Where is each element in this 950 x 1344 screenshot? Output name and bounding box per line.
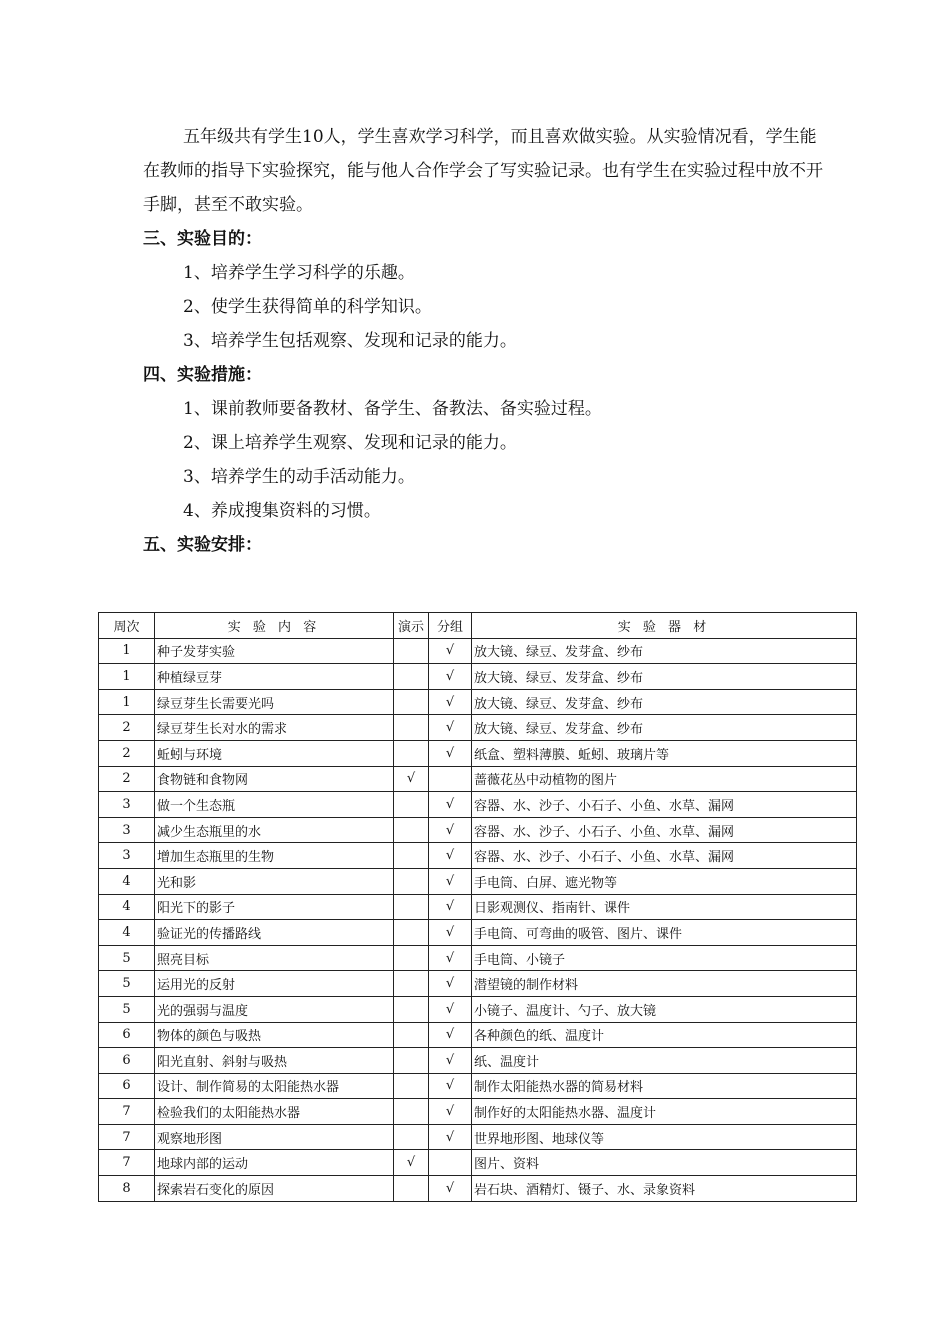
table-row [99,715,857,741]
cell-week: 2 [99,740,155,766]
experiment-schedule-table [98,612,857,1202]
cell-materials: 潜望镜的制作材料 [472,971,857,997]
cell-week: 5 [99,971,155,997]
cell-content: 绿豆芽生长对水的需求 [155,715,394,741]
section4-item: 4、养成搜集资料的习惯。 [183,501,381,521]
cell-demo [394,971,429,997]
cell-group: √ [429,1073,472,1099]
cell-group: √ [429,715,472,741]
table-row [99,792,857,818]
cell-group: √ [429,638,472,664]
table-row [99,996,857,1022]
section3-item: 2、使学生获得简单的科学知识。 [183,297,432,317]
section4-heading: 四、实验措施： [143,365,262,385]
intro-paragraph: 五年级共有学生10人，学生喜欢学习科学，而且喜欢做实验。从实验情况看，学生能在教师的指导下实验探究，能与他人合作学会了写实验记录。也有学生在实验过程中放不开手脚，甚至不敢实验。 [143,127,823,215]
header-content: 实 验 内 容 [155,613,394,639]
cell-demo [394,996,429,1022]
cell-demo [394,868,429,894]
cell-materials: 放大镜、绿豆、发芽盒、纱布 [472,715,857,741]
cell-week: 3 [99,843,155,869]
table-row [99,1048,857,1074]
cell-demo: √ [394,766,429,792]
header-materials: 实 验 器 材 [472,613,857,639]
cell-content: 照亮目标 [155,945,394,971]
cell-week: 7 [99,1099,155,1125]
cell-week: 6 [99,1048,155,1074]
header-group: 分组 [429,613,472,639]
cell-materials: 图片、资料 [472,1150,857,1176]
table-row [99,945,857,971]
cell-week: 6 [99,1073,155,1099]
cell-materials: 蔷薇花丛中动植物的图片 [472,766,857,792]
cell-week: 3 [99,792,155,818]
cell-demo [394,715,429,741]
cell-content: 做一个生态瓶 [155,792,394,818]
cell-materials: 放大镜、绿豆、发芽盒、纱布 [472,664,857,690]
section3-item: 3、培养学生包括观察、发现和记录的能力。 [183,331,517,351]
table-row [99,1176,857,1202]
cell-materials: 纸盒、塑料薄膜、蚯蚓、玻璃片等 [472,740,857,766]
cell-week: 4 [99,920,155,946]
cell-content: 物体的颜色与吸热 [155,1022,394,1048]
cell-materials: 放大镜、绿豆、发芽盒、纱布 [472,638,857,664]
section5-heading: 五、实验安排： [143,535,262,555]
section3-item: 1、培养学生学习科学的乐趣。 [183,263,415,283]
cell-group [429,766,472,792]
section4-item: 3、培养学生的动手活动能力。 [183,467,415,487]
cell-materials: 小镜子、温度计、勺子、放大镜 [472,996,857,1022]
cell-content: 地球内部的运动 [155,1150,394,1176]
table-row [99,766,857,792]
cell-group: √ [429,868,472,894]
cell-group: √ [429,971,472,997]
cell-materials: 制作好的太阳能热水器、温度计 [472,1099,857,1125]
cell-demo [394,1048,429,1074]
table-row [99,971,857,997]
cell-content: 检验我们的太阳能热水器 [155,1099,394,1125]
table-row [99,1022,857,1048]
cell-group: √ [429,894,472,920]
cell-demo [394,792,429,818]
cell-materials: 制作太阳能热水器的简易材料 [472,1073,857,1099]
cell-group: √ [429,1124,472,1150]
cell-content: 食物链和食物网 [155,766,394,792]
cell-content: 运用光的反射 [155,971,394,997]
table-row [99,1150,857,1176]
table-row [99,920,857,946]
cell-group: √ [429,792,472,818]
cell-week: 5 [99,945,155,971]
cell-week: 4 [99,868,155,894]
cell-week: 8 [99,1176,155,1202]
cell-materials: 岩石块、酒精灯、镊子、水、录象资料 [472,1176,857,1202]
cell-content: 验证光的传播路线 [155,920,394,946]
table-row [99,1124,857,1150]
cell-demo [394,920,429,946]
table-row [99,868,857,894]
table-row [99,689,857,715]
cell-group: √ [429,843,472,869]
cell-week: 1 [99,638,155,664]
text-block [143,120,823,562]
cell-week: 7 [99,1150,155,1176]
table-row [99,1073,857,1099]
table-row [99,843,857,869]
cell-week: 4 [99,894,155,920]
cell-group: √ [429,996,472,1022]
cell-content: 蚯蚓与环境 [155,740,394,766]
cell-content: 设计、制作简易的太阳能热水器 [155,1073,394,1099]
cell-week: 2 [99,715,155,741]
cell-group: √ [429,1022,472,1048]
cell-group: √ [429,1048,472,1074]
cell-materials: 各种颜色的纸、温度计 [472,1022,857,1048]
cell-demo [394,894,429,920]
cell-materials: 纸、温度计 [472,1048,857,1074]
cell-content: 光和影 [155,868,394,894]
cell-content: 光的强弱与温度 [155,996,394,1022]
cell-demo [394,1022,429,1048]
cell-demo [394,817,429,843]
table-row [99,664,857,690]
cell-week: 1 [99,689,155,715]
cell-week: 2 [99,766,155,792]
cell-week: 1 [99,664,155,690]
cell-demo [394,689,429,715]
cell-group [429,1150,472,1176]
cell-content: 阳光下的影子 [155,894,394,920]
table-header-row [99,613,857,639]
cell-demo [394,1099,429,1125]
cell-group: √ [429,920,472,946]
table-row [99,1099,857,1125]
cell-group: √ [429,664,472,690]
table-row [99,740,857,766]
cell-content: 阳光直射、斜射与吸热 [155,1048,394,1074]
cell-week: 6 [99,1022,155,1048]
cell-demo: √ [394,1150,429,1176]
table-row [99,817,857,843]
cell-group: √ [429,817,472,843]
cell-content: 绿豆芽生长需要光吗 [155,689,394,715]
cell-demo [394,664,429,690]
table-body [99,638,857,1201]
cell-content: 观察地形图 [155,1124,394,1150]
cell-group: √ [429,740,472,766]
cell-week: 5 [99,996,155,1022]
cell-materials: 手电筒、可弯曲的吸管、图片、课件 [472,920,857,946]
section4-item: 1、课前教师要备教材、备学生、备教法、备实验过程。 [183,399,602,419]
cell-demo [394,1073,429,1099]
cell-week: 3 [99,817,155,843]
cell-content: 种子发芽实验 [155,638,394,664]
cell-week: 7 [99,1124,155,1150]
cell-materials: 容器、水、沙子、小石子、小鱼、水草、漏网 [472,817,857,843]
cell-group: √ [429,1176,472,1202]
section3-heading: 三、实验目的： [143,229,262,249]
cell-content: 探索岩石变化的原因 [155,1176,394,1202]
cell-materials: 手电筒、白屏、遮光物等 [472,868,857,894]
cell-demo [394,843,429,869]
cell-materials: 容器、水、沙子、小石子、小鱼、水草、漏网 [472,843,857,869]
cell-demo [394,740,429,766]
cell-materials: 放大镜、绿豆、发芽盒、纱布 [472,689,857,715]
section4-item: 2、课上培养学生观察、发现和记录的能力。 [183,433,517,453]
cell-materials: 手电筒、小镜子 [472,945,857,971]
header-week: 周次 [99,613,155,639]
cell-demo [394,1124,429,1150]
cell-content: 增加生态瓶里的生物 [155,843,394,869]
cell-content: 种植绿豆芽 [155,664,394,690]
cell-materials: 容器、水、沙子、小石子、小鱼、水草、漏网 [472,792,857,818]
cell-materials: 日影观测仪、指南针、课件 [472,894,857,920]
table-row [99,894,857,920]
cell-demo [394,945,429,971]
cell-demo [394,638,429,664]
header-demo: 演示 [394,613,429,639]
cell-group: √ [429,945,472,971]
table-row [99,638,857,664]
cell-group: √ [429,1099,472,1125]
cell-content: 减少生态瓶里的水 [155,817,394,843]
cell-demo [394,1176,429,1202]
cell-materials: 世界地形图、地球仪等 [472,1124,857,1150]
cell-group: √ [429,689,472,715]
